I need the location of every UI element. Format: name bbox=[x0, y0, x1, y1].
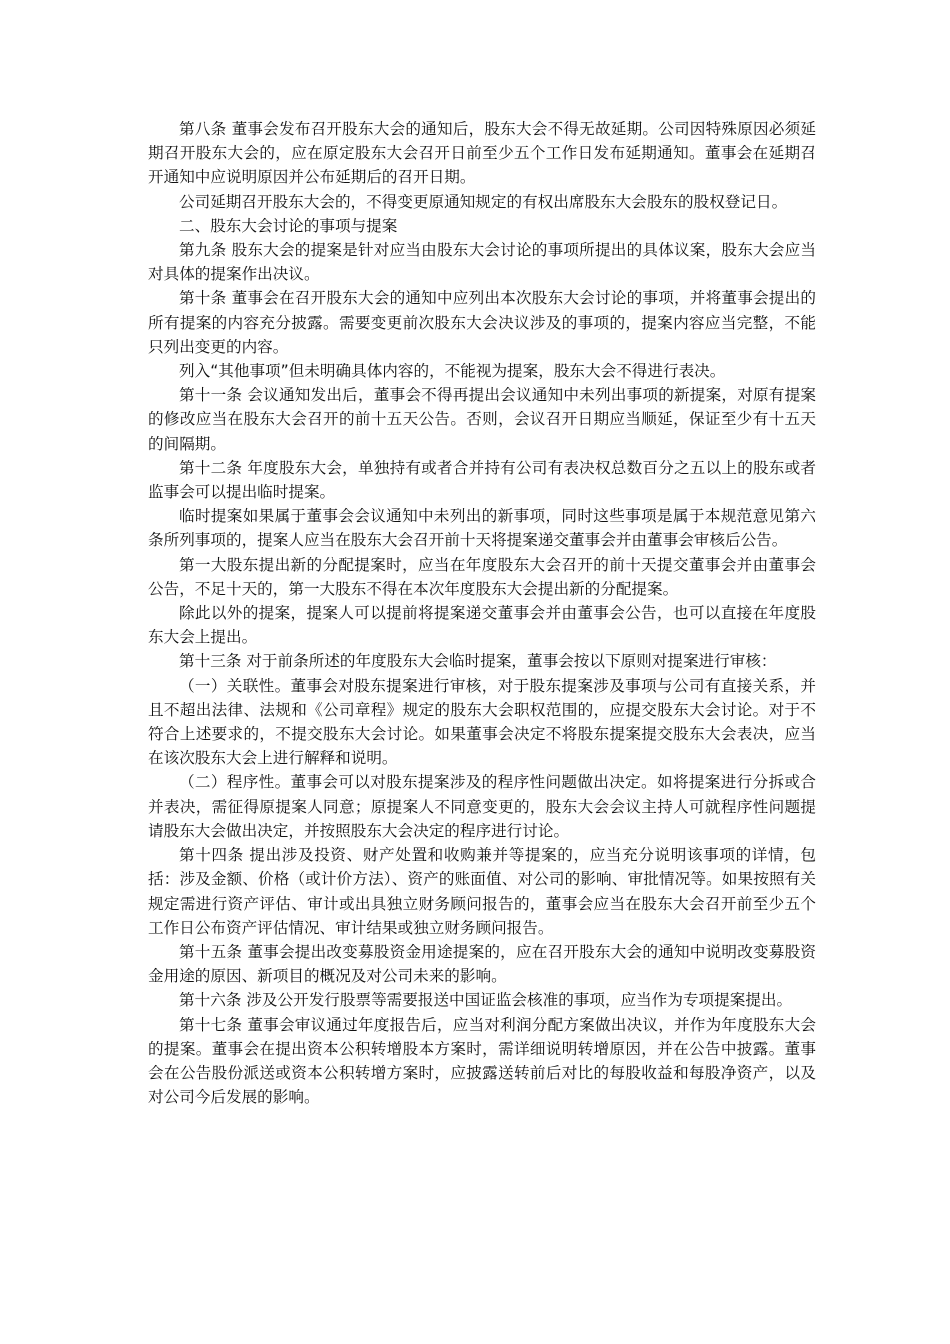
document-body bbox=[148, 117, 816, 1109]
paragraph-article-17: 第十七条 董事会审议通过年度报告后，应当对利润分配方案做出决议，并作为年度股东大会的提案。董事会在提出资本公积转增股本方案时，需详细说明转增原因，并在公告中披露。董事会在公告股份派送或资本公积转增方案时，应披露送转前后对比的每股收益和每股净资产，以及对公司今后发展的影响。 bbox=[148, 1015, 816, 1107]
paragraph-relevance: （一）关联性。董事会对股东提案进行审核，对于股东提案涉及事项与公司有直接关系，并且不超出法律、法规和《公司章程》规定的股东大会职权范围的，应提交股东大会讨论。对于不符合上述要求的，不提交股东大会讨论。如果董事会决定不将股东提案提交股东大会表决，应当在该次股东大会上进行解释和说明。 bbox=[148, 676, 816, 768]
paragraph-article-12: 第十二条 年度股东大会，单独持有或者合并持有公司有表决权总数百分之五以上的股东或者监事会可以提出临时提案。 bbox=[148, 458, 816, 502]
paragraph-article-15: 第十五条 董事会提出改变募股资金用途提案的，应在召开股东大会的通知中说明改变募股资金用途的原因、新项目的概况及对公司未来的影响。 bbox=[148, 942, 816, 986]
paragraph-temporary-proposal: 临时提案如果属于董事会会议通知中未列出的新事项，同时这些事项是属于本规范意见第六条所列事项的，提案人应当在股东大会召开前十天将提案递交董事会并由董事会审核后公告。 bbox=[148, 507, 816, 550]
paragraph-article-16: 第十六条 涉及公开发行股票等需要报送中国证监会核准的事项，应当作为专项提案提出。 bbox=[179, 991, 793, 1010]
paragraph-procedure: （二）程序性。董事会可以对股东提案涉及的程序性问题做出决定。如将提案进行分拆或合并表决，需征得原提案人同意；原提案人不同意变更的，股东大会会议主持人可就程序性问题提请股东大会做出决定，并按照股东大会决定的程序进行讨论。 bbox=[148, 773, 816, 840]
paragraph-article-14: 第十四条 提出涉及投资、财产处置和收购兼并等提案的，应当充分说明该事项的详情，包括：涉及金额、价格（或计价方法）、资产的账面值、对公司的影响、审批情况等。如果按照有关规定需进行资产评估、审计或出具独立财务顾问报告的，董事会应当在股东大会召开前至少五个工作日公布资产评估情况、审计结果或独立财务顾问报告。 bbox=[148, 846, 816, 937]
paragraph-article-13: 第十三条 对于前条所述的年度股东大会临时提案，董事会按以下原则对提案进行审核： bbox=[179, 652, 777, 671]
paragraph-other-proposals: 除此以外的提案，提案人可以提前将提案递交董事会并由董事会公告，也可以直接在年度股东大会上提出。 bbox=[148, 604, 816, 647]
paragraph-record-date: 公司延期召开股东大会的，不得变更原通知规定的有权出席股东大会股东的股权登记日。 bbox=[179, 192, 788, 211]
paragraph-article-11: 第十一条 会议通知发出后，董事会不得再提出会议通知中未列出事项的新提案，对原有提案的修改应当在股东大会召开的前十五天公告。否则，会议召开日期应当顺延，保证至少有十五天的间隔期。 bbox=[148, 386, 816, 453]
section-heading: 二、股东大会讨论的事项与提案 bbox=[179, 216, 398, 235]
paragraph-other-matters: 列入“其他事项”但未明确具体内容的，不能视为提案，股东大会不得进行表决。 bbox=[179, 362, 726, 381]
paragraph-largest-shareholder: 第一大股东提出新的分配提案时，应当在年度股东大会召开的前十天提交董事会并由董事会公告，不足十天的，第一大股东不得在本次年度股东大会提出新的分配提案。 bbox=[148, 555, 816, 598]
paragraph-article-9: 第九条 股东大会的提案是针对应当由股东大会讨论的事项所提出的具体议案，股东大会应当对具体的提案作出决议。 bbox=[148, 241, 816, 284]
paragraph-article-10: 第十条 董事会在召开股东大会的通知中应列出本次股东大会讨论的事项，并将董事会提出的所有提案的内容充分披露。需要变更前次股东大会决议涉及的事项的，提案内容应当完整，不能只列出变更的内容。 bbox=[148, 289, 816, 356]
paragraph-article-8: 第八条 董事会发布召开股东大会的通知后，股东大会不得无故延期。公司因特殊原因必须延期召开股东大会的，应在原定股东大会召开日前至少五个工作日发布延期通知。董事会在延期召开通知中应说明原因并公布延期后的召开日期。 bbox=[148, 120, 816, 187]
